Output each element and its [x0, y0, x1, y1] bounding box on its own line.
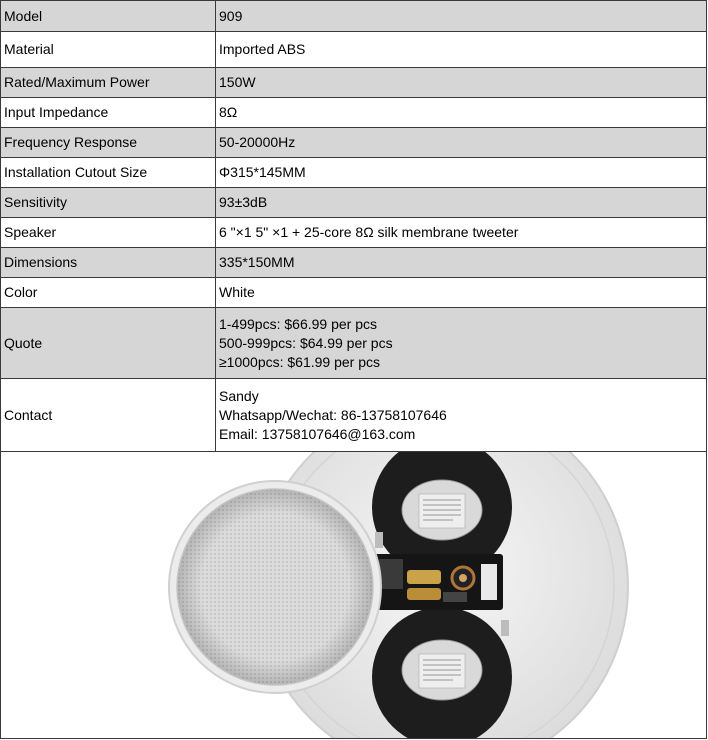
spec-row-contact: [1, 379, 707, 452]
spec-label: Model: [1, 1, 216, 32]
quote-line: ≥1000pcs: $61.99 per pcs: [219, 353, 381, 370]
spec-value: Imported ABS: [216, 32, 707, 68]
spec-label: Frequency Response: [1, 128, 216, 158]
speaker-front-grille: [169, 481, 381, 693]
product-photo: [1, 452, 706, 738]
contact-lines: [216, 379, 707, 452]
spec-row-sensitivity: [1, 188, 707, 218]
spec-label: Input Impedance: [1, 98, 216, 128]
spec-value: 150W: [216, 68, 707, 98]
spec-row-dimensions: [1, 248, 707, 278]
spec-label: Sensitivity: [1, 188, 216, 218]
contact-name: Sandy: [219, 387, 259, 404]
spec-label: Dimensions: [1, 248, 216, 278]
spec-row-impedance: [1, 98, 707, 128]
spec-value: 6 "×1 5" ×1 + 25-core 8Ω silk membrane tweeter: [216, 218, 707, 248]
spec-row-model: [1, 1, 707, 32]
spec-row-frequency: [1, 128, 707, 158]
quote-line: 500-999pcs: $64.99 per pcs: [219, 334, 393, 351]
contact-phone: Whatsapp/Wechat: 86-13758107646: [219, 406, 447, 423]
quote-lines: [216, 308, 707, 379]
spec-row-power: [1, 68, 707, 98]
spec-value: White: [216, 278, 707, 308]
quote-label: Quote: [1, 308, 216, 379]
contact-email: Email: 13758107646@163.com: [219, 425, 416, 442]
contact-label: Contact: [1, 379, 216, 452]
spec-value: 8Ω: [216, 98, 707, 128]
spec-row-color: [1, 278, 707, 308]
spec-label: Speaker: [1, 218, 216, 248]
spec-label: Material: [1, 32, 216, 68]
spec-value: 50-20000Hz: [216, 128, 707, 158]
spec-value: 93±3dB: [216, 188, 707, 218]
spec-row-speaker: [1, 218, 707, 248]
spec-value: 909: [216, 1, 707, 32]
spec-value: Φ315*145MM: [216, 158, 707, 188]
spec-row-cutout: [1, 158, 707, 188]
spec-label: Color: [1, 278, 216, 308]
quote-line: 1-499pcs: $66.99 per pcs: [219, 315, 377, 332]
spec-label: Installation Cutout Size: [1, 158, 216, 188]
spec-row-material: [1, 32, 707, 68]
ceiling-speaker-illustration: [1, 452, 706, 738]
spec-row-quote: [1, 308, 707, 379]
spec-value: 335*150MM: [216, 248, 707, 278]
spec-label: Rated/Maximum Power: [1, 68, 216, 98]
